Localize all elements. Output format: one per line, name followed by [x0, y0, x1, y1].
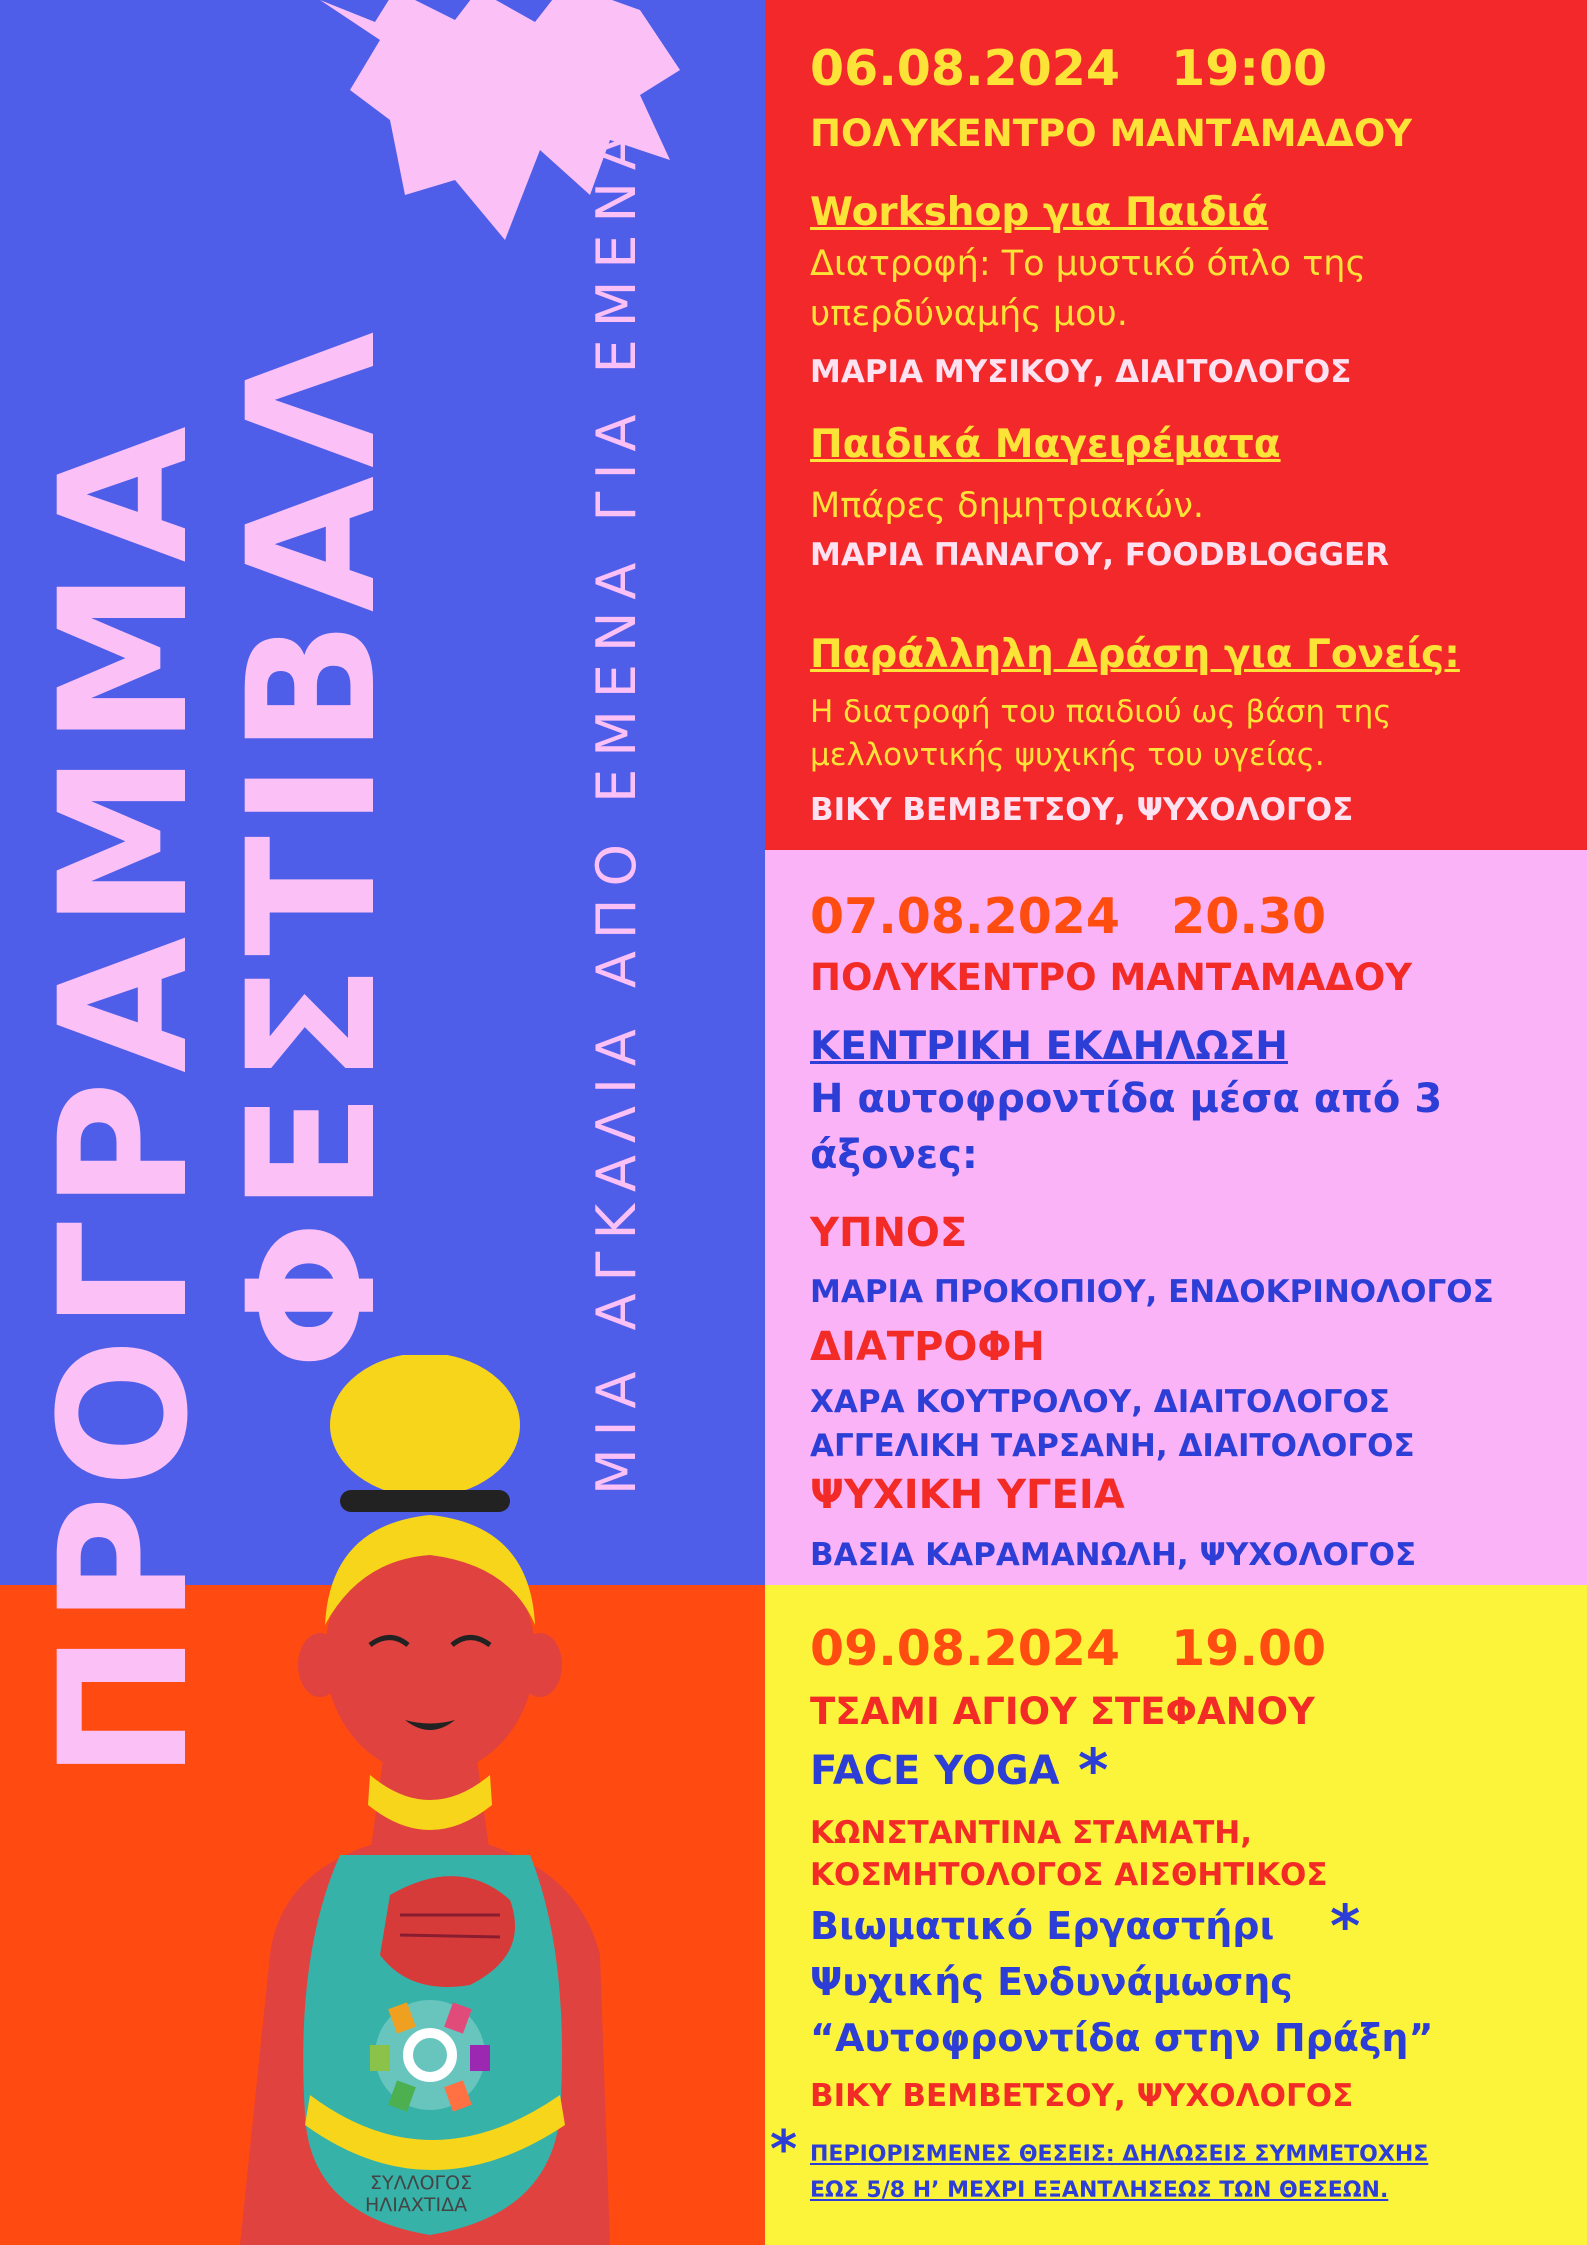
- title-line-2: ΦΕΣΤΙΒΑΛ: [210, 323, 415, 1370]
- day3-lab-asterisk: *: [1330, 1892, 1361, 1960]
- day1-cooking-person: ΜΑΡΙΑ ΠΑΝΑΓΟΥ, FOODBLOGGER: [810, 537, 1390, 573]
- day1-parents-title: Παράλληλη Δράση για Γονείς:: [810, 632, 1460, 677]
- day1-workshop-desc-1: Διατροφή: Το μυστικό όπλο της: [810, 244, 1366, 284]
- day3-lab-title-3: “Αυτοφροντίδα στην Πράξη”: [810, 2016, 1434, 2060]
- day1-workshop-title: Workshop για Παιδιά: [810, 190, 1269, 235]
- day2-axis-2: ΔΙΑΤΡΟΦΗ: [810, 1324, 1045, 1370]
- logo-text-2: ΗΛΙΑΧΤΙΔΑ: [365, 2194, 468, 2216]
- day3-lab-title-1: Βιωματικό Εργαστήρι: [810, 1904, 1275, 1948]
- day1-cooking-desc: Μπάρες δημητριακών.: [810, 486, 1205, 526]
- day3-note-1: ΠΕΡΙΟΡΙΣΜΕΝΕΣ ΘΕΣΕΙΣ: ΔΗΛΩΣΕΙΣ ΣΥΜΜΕΤΟΧΗΣ: [810, 2142, 1429, 2167]
- day1-workshop-person: ΜΑΡΙΑ ΜΥΣΙΚΟΥ, ΔΙΑΙΤΟΛΟΓΟΣ: [810, 354, 1352, 390]
- logo-text-1: ΣΥΛΛΟΓΟΣ: [370, 2172, 473, 2194]
- day1-venue: ΠΟΛΥΚΕΝΤΡΟ ΜΑΝΤΑΜΑΔΟΥ: [810, 112, 1413, 155]
- day3-lab-person: ΒΙΚΥ ΒΕΜΒΕΤΣΟΥ, ΨΥΧΟΛΟΓΟΣ: [810, 2078, 1354, 2114]
- day2-axis-1-person: ΜΑΡΙΑ ΠΡΟΚΟΠΙΟΥ, ΕΝΔΟΚΡΙΝΟΛΟΓΟΣ: [810, 1274, 1494, 1310]
- day2-main-desc-1: Η αυτοφροντίδα μέσα από 3: [810, 1076, 1443, 1122]
- day3-note-2: ΕΩΣ 5/8 Η’ ΜΕΧΡΙ ΕΞΑΝΤΛΗΣΕΩΣ ΤΩΝ ΘΕΣΕΩΝ.: [810, 2178, 1389, 2203]
- day1-parents-desc-1: Η διατροφή του παιδιού ως βάση της: [810, 694, 1392, 730]
- day2-date: 07.08.2024 20.30: [810, 888, 1327, 945]
- day1-date: 06.08.2024 19:00: [810, 40, 1328, 97]
- day3-date: 09.08.2024 19.00: [810, 1620, 1327, 1677]
- day2-axis-2-person-2: ΑΓΓΕΛΙΚΗ ΤΑΡΣΑΝΗ, ΔΙΑΙΤΟΛΟΓΟΣ: [810, 1428, 1415, 1464]
- title-line-1: ΠΡΟΓΡΑΜΜΑ: [22, 418, 227, 1780]
- day2-axis-3-person: ΒΑΣΙΑ ΚΑΡΑΜΑΝΩΛΗ, ΨΥΧΟΛΟΓΟΣ: [810, 1537, 1417, 1573]
- day3-yoga-person-2: ΚΟΣΜΗΤΟΛΟΓΟΣ ΑΙΣΘΗΤΙΚΟΣ: [810, 1857, 1328, 1893]
- day3-yoga-person-1: ΚΩΝΣΤΑΝΤΙΝΑ ΣΤΑΜΑΤΗ,: [810, 1815, 1253, 1851]
- day2-axis-1: ΥΠΝΟΣ: [810, 1210, 968, 1256]
- day2-main-title: ΚΕΝΤΡΙΚΗ ΕΚΔΗΛΩΣΗ: [810, 1024, 1288, 1069]
- day2-axis-3: ΨΥΧΙΚΗ ΥΓΕΙΑ: [810, 1472, 1125, 1518]
- day1-workshop-desc-2: υπερδύναμής μου.: [810, 294, 1128, 334]
- day3-yoga-title: FACE YOGA: [810, 1748, 1060, 1794]
- slogan: ΜΙΑ ΑΓΚΑΛΙΑ ΑΠΟ ΕΜΕΝΑ ΓΙΑ ΕΜΕΝΑ: [585, 121, 648, 1495]
- day1-cooking-title: Παιδικά Μαγειρέματα: [810, 422, 1281, 467]
- day3-note-asterisk: *: [770, 2120, 798, 2180]
- day1-parents-desc-2: μελλοντικής ψυχικής του υγείας.: [810, 737, 1325, 773]
- day3-venue: ΤΣΑΜΙ ΑΓΙΟΥ ΣΤΕΦΑΝΟΥ: [810, 1690, 1315, 1733]
- day2-axis-2-person-1: ΧΑΡΑ ΚΟΥΤΡΟΛΟΥ, ΔΙΑΙΤΟΛΟΓΟΣ: [810, 1384, 1390, 1420]
- day2-venue: ΠΟΛΥΚΕΝΤΡΟ ΜΑΝΤΑΜΑΔΟΥ: [810, 956, 1413, 999]
- woman-illustration: [130, 1355, 730, 2245]
- day3-yoga-asterisk: *: [1078, 1736, 1109, 1804]
- day3-lab-title-2: Ψυχικής Ενδυνάμωσης: [810, 1960, 1293, 2004]
- day2-main-desc-2: άξονες:: [810, 1132, 978, 1178]
- day1-parents-person: ΒΙΚΥ ΒΕΜΒΕΤΣΟΥ, ΨΥΧΟΛΟΓΟΣ: [810, 792, 1354, 828]
